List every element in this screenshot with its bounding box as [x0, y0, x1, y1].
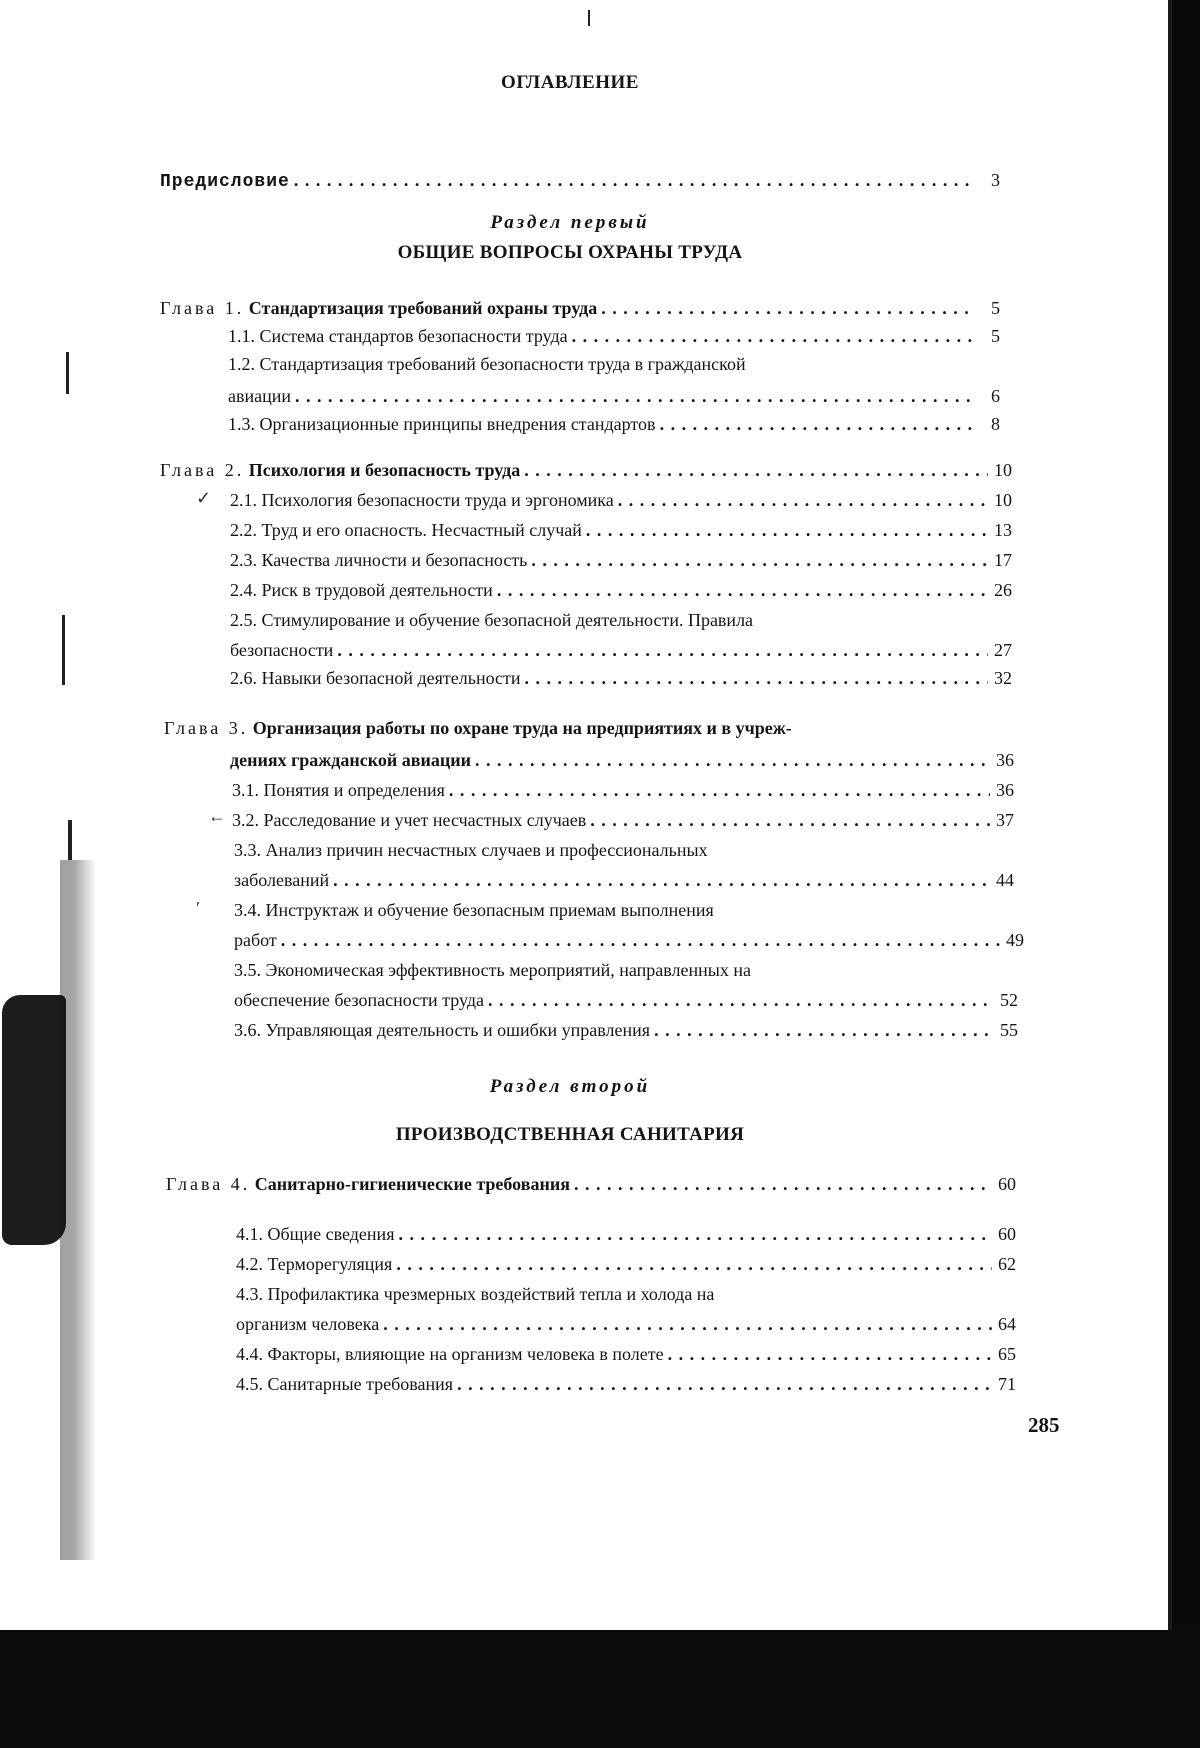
- entry-text: 2.2. Труд и его опасность. Несчастный случай: [230, 520, 582, 540]
- entry-text: 4.1. Общие сведения: [236, 1224, 395, 1244]
- dot-leader: [590, 806, 990, 834]
- page-number: 49: [1006, 930, 1024, 950]
- toc-entry-chapter: [160, 294, 1000, 322]
- dot-leader: [572, 322, 976, 350]
- scan-mark: [66, 352, 69, 394]
- page-number: 37: [996, 810, 1014, 830]
- page-folio: 285: [1028, 1413, 1060, 1437]
- entry-text: 3.6. Управляющая деятельность и ошибки управления: [234, 1020, 651, 1040]
- page-number: 64: [998, 1314, 1016, 1334]
- scan-mark: [588, 10, 590, 26]
- entry-text: безопасности: [230, 640, 334, 660]
- page-number: 65: [998, 1344, 1016, 1364]
- toc-entry-section: [236, 1370, 1016, 1398]
- page-number: 27: [994, 640, 1012, 660]
- page-number: 10: [994, 460, 1012, 480]
- page-number: 36: [996, 780, 1014, 800]
- page-number: 32: [994, 668, 1012, 688]
- section-title: ОБЩИЕ ВОПРОСЫ ОХРАНЫ ТРУДА: [397, 242, 743, 263]
- chapter-title: дениях гражданской авиации: [230, 750, 471, 770]
- toc-entry-chapter: [164, 714, 792, 742]
- entry-text: 4.2. Терморегуляция: [236, 1254, 393, 1274]
- page-number: 36: [996, 750, 1014, 770]
- pencil-mark-icon: ′: [196, 898, 200, 918]
- chapter-title: Стандартизация требований охраны труда: [248, 298, 598, 318]
- toc-entry-section: [234, 926, 1024, 954]
- chapter-label: Глава 2.: [160, 460, 245, 480]
- entry-text: 4.5. Санитарные требования: [236, 1374, 454, 1394]
- chapter-title: Организация работы по охране труда на предприятиях и в учреж-: [252, 718, 792, 738]
- dot-leader: [497, 576, 988, 604]
- entry-text: 2.5. Стимулирование и обучение безопасной деятельности. Правила: [230, 610, 754, 630]
- page-number: 8: [991, 414, 1000, 434]
- page-number: 3: [991, 170, 1000, 190]
- toc-entry-section: [236, 1220, 1016, 1248]
- page-number: 10: [994, 490, 1012, 510]
- pencil-mark-icon: ←: [208, 806, 226, 826]
- dot-leader: [601, 294, 976, 322]
- dot-leader: [333, 866, 990, 894]
- dot-leader: [531, 546, 988, 574]
- page-number: 5: [991, 298, 1000, 318]
- scan-edge-right: [1172, 0, 1200, 1748]
- dot-leader: [337, 636, 988, 664]
- toc-entry-section: [230, 636, 1012, 664]
- entry-text: 2.3. Качества личности и безопасность: [230, 550, 528, 570]
- page-number: 60: [998, 1174, 1016, 1194]
- chapter-title: Санитарно-гигиенические требования: [254, 1174, 570, 1194]
- page-number: 26: [994, 580, 1012, 600]
- dot-leader: [574, 1170, 992, 1198]
- toc-entry-section: [230, 516, 1012, 544]
- entry-text: 4.3. Профилактика чрезмерных воздействий тепла и холода на: [236, 1284, 715, 1304]
- entry-text: обеспечение безопасности труда: [234, 990, 484, 1010]
- scan-edge-bottom: [0, 1630, 1200, 1748]
- entry-text: Предисловие: [160, 172, 290, 192]
- page-number: 6: [991, 386, 1000, 406]
- entry-text: 3.5. Экономическая эффективность мероприятий, направленных на: [234, 960, 752, 980]
- toc-entry-section: [230, 576, 1012, 604]
- dot-leader: [654, 1016, 994, 1044]
- entry-text: 4.4. Факторы, влияющие на организм человека в полете: [236, 1344, 664, 1364]
- section-label: Раздел второй: [489, 1076, 651, 1097]
- section-label: Раздел первый: [490, 212, 650, 233]
- toc-entry-section: [234, 1016, 1018, 1044]
- page-number: 62: [998, 1254, 1016, 1274]
- entry-text: 3.2. Расследование и учет несчастных случаев: [232, 810, 587, 830]
- dot-leader: [488, 986, 994, 1014]
- dot-leader: [281, 926, 1000, 954]
- toc-entry-chapter: [160, 456, 1012, 484]
- chapter-label: Глава 3.: [164, 718, 249, 738]
- dot-leader: [294, 166, 976, 194]
- toc-entry-section: [236, 1310, 1016, 1338]
- section-title: ПРОИЗВОДСТВЕННАЯ САНИТАРИЯ: [395, 1124, 745, 1145]
- dot-leader: [524, 456, 988, 484]
- entry-text: 2.1. Психология безопасности труда и эргономика: [230, 490, 614, 510]
- dot-leader: [525, 664, 988, 692]
- dot-leader: [660, 410, 976, 438]
- dot-leader: [668, 1340, 992, 1368]
- toc-entry-section: [228, 382, 1000, 410]
- page-number: 55: [1000, 1020, 1018, 1040]
- dot-leader: [396, 1250, 992, 1278]
- page-number: 52: [1000, 990, 1018, 1010]
- toc-entry-section: [228, 410, 1000, 438]
- dot-leader: [295, 382, 976, 410]
- toc-entry-preface: [160, 166, 1000, 194]
- entry-text: организм человека: [236, 1314, 380, 1334]
- toc-entry-section: [230, 664, 1012, 692]
- pencil-mark-icon: ✓: [196, 488, 212, 508]
- page-number: 17: [994, 550, 1012, 570]
- entry-text: 3.4. Инструктаж и обучение безопасным приемам выполнения: [234, 900, 714, 920]
- page-number: 44: [996, 870, 1014, 890]
- entry-text: 3.3. Анализ причин несчастных случаев и профессиональных: [234, 840, 708, 860]
- page-number: 5: [991, 326, 1000, 346]
- toc-entry-section: [230, 486, 1012, 514]
- toc-entry-chapter-cont: [230, 746, 1014, 774]
- toc-entry-section: [234, 866, 1014, 894]
- toc-entry-section: [230, 546, 1012, 574]
- toc-entry-section: [236, 1250, 1016, 1278]
- entry-text: работ: [234, 930, 277, 950]
- entry-text: 2.6. Навыки безопасной деятельности: [230, 668, 521, 688]
- scan-mark: [68, 820, 72, 860]
- page-number: 71: [998, 1374, 1016, 1394]
- dot-leader: [586, 516, 988, 544]
- scan-smudge-left: [2, 995, 66, 1245]
- toc-entry-section: [236, 1340, 1016, 1368]
- dot-leader: [457, 1370, 992, 1398]
- scan-mark: [62, 615, 65, 685]
- entry-text: 1.1. Система стандартов безопасности труда: [228, 326, 568, 346]
- dot-leader: [475, 746, 990, 774]
- toc-title: ОГЛАВЛЕНИЕ: [501, 72, 639, 93]
- chapter-title: Психология и безопасность труда: [248, 460, 521, 480]
- entry-text: 2.4. Риск в трудовой деятельности: [230, 580, 493, 600]
- entry-text: авиации: [228, 386, 292, 406]
- dot-leader: [398, 1220, 992, 1248]
- dot-leader: [383, 1310, 992, 1338]
- entry-text: 1.3. Организационные принципы внедрения стандартов: [228, 414, 656, 434]
- toc-entry-section: [232, 806, 1014, 834]
- chapter-label: Глава 4.: [166, 1174, 251, 1194]
- toc-entry-section: [232, 776, 1014, 804]
- entry-text: 1.2. Стандартизация требований безопасности труда в гражданской: [228, 354, 746, 374]
- entry-text: 3.1. Понятия и определения: [232, 780, 445, 800]
- toc-entry-section: [228, 322, 1000, 350]
- page-number: 13: [994, 520, 1012, 540]
- page-number: 60: [998, 1224, 1016, 1244]
- toc-entry-section: [234, 986, 1018, 1014]
- toc-entry-chapter: [166, 1170, 1016, 1198]
- entry-text: заболеваний: [234, 870, 330, 890]
- chapter-label: Глава 1.: [160, 298, 245, 318]
- dot-leader: [618, 486, 988, 514]
- dot-leader: [449, 776, 990, 804]
